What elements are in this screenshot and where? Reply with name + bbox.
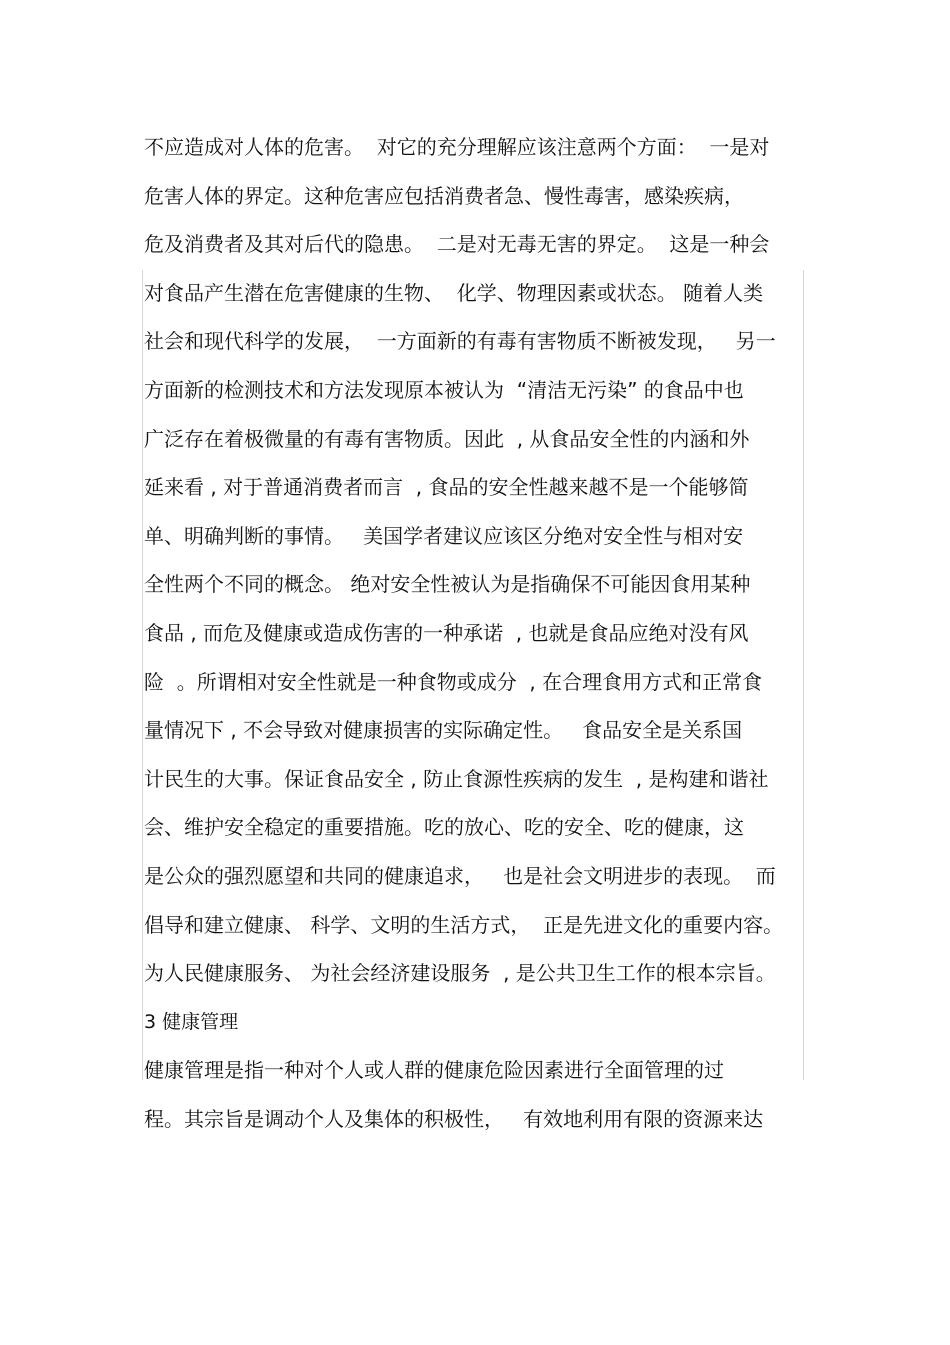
text-line: 社会和现代科学的发展， 一方面新的有毒有害物质不断被发现， 另一: [144, 329, 776, 354]
text-line: 不应造成对人体的危害。 对它的充分理解应该注意两个方面： 一是对: [144, 135, 770, 159]
text-line: 为人民健康服务、 为社会经济建设服务 , 是公共卫生工作的根本宗旨。: [144, 961, 776, 986]
frame-line-left: [142, 270, 143, 1080]
text-line: 危及消费者及其对后代的隐患。 二是对无毒无害的界定。 这是一种会: [144, 232, 770, 257]
text-line: 食品 , 而危及健康或造成伤害的一种承诺 , 也就是食品应绝对没有风: [144, 620, 749, 645]
text-line: 广泛存在着极微量的有毒有害物质。因此 , 从食品安全性的内涵和外: [144, 426, 750, 451]
text-line: 是公众的强烈愿望和共同的健康追求， 也是社会文明进步的表现。 而: [144, 863, 776, 888]
text-line: 程。其宗旨是调动个人及集体的积极性， 有效地利用有限的资源来达: [144, 1106, 764, 1131]
text-line: 延来看 , 对于普通消费者而言 , 食品的安全性越来越不是一个能够简: [144, 475, 749, 500]
text-line: 计民生的大事。保证食品安全 , 防止食源性疾病的发生 , 是构建和谐社: [144, 766, 769, 791]
body-text: [144, 128, 814, 1148]
text-line: 会、维护安全稳定的重要措施。吃的放心、吃的安全、吃的健康，这: [144, 815, 744, 840]
text-line: 方面新的检测技术和方法发现原本被认为 “清洁无污染” 的食品中也: [144, 377, 744, 402]
text-line: 全性两个不同的概念。 绝对安全性被认为是指确保不可能因食用某种: [144, 572, 751, 597]
text-line: 对食品产生潜在危害健康的生物、 化学、物理因素或状态。 随着人类: [144, 280, 764, 305]
text-line: 单、明确判断的事情。 美国学者建议应该区分绝对安全性与相对安: [144, 523, 744, 548]
text-line: 危害人体的界定。这种危害应包括消费者急、慢性毒害，感染疾病，: [144, 183, 744, 208]
text-line: 倡导和建立健康、 科学、文明的生活方式， 正是先进文化的重要内容。: [144, 912, 784, 937]
text-line: 健康管理是指一种对个人或人群的健康危险因素进行全面管理的过: [144, 1058, 724, 1083]
text-line: 量情况下 , 不会导致对健康损害的实际确定性。 食品安全是关系国: [144, 718, 743, 743]
section-heading: 3 健康管理: [144, 1010, 239, 1033]
text-line: 险 。所谓相对安全性就是一种食物或成分 , 在合理食用方式和正常食: [144, 669, 763, 694]
